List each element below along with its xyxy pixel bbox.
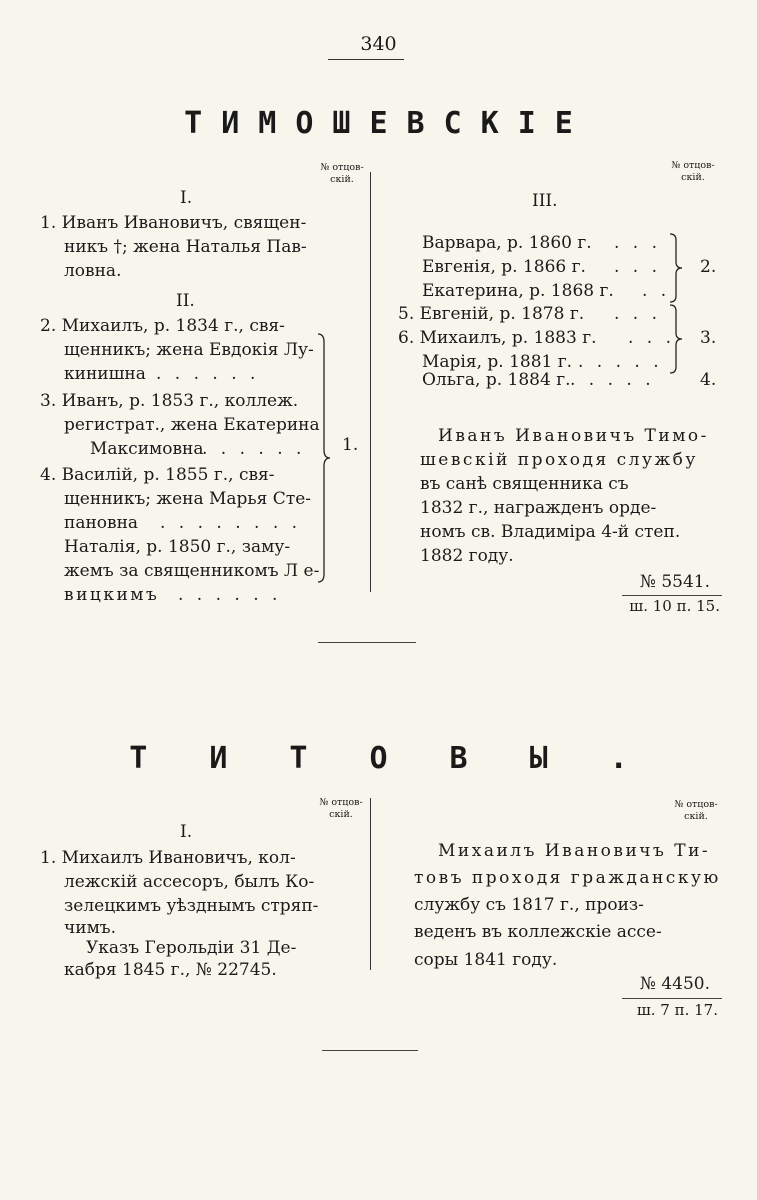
note-line: шевскій проходя службу xyxy=(420,450,698,470)
note-line: 1832 г., награжденъ орде- xyxy=(420,498,657,518)
brace-gen2 xyxy=(316,332,332,584)
column-divider xyxy=(370,798,371,970)
entry-line: кинишна xyxy=(64,364,146,384)
leader-dots: . . . xyxy=(614,233,662,253)
entry-line: Указъ Герольдіи 31 Де- xyxy=(86,938,297,958)
entry-line: кабря 1845 г., № 22745. xyxy=(64,960,277,980)
entry-line: щенникъ; жена Евдокія Лу- xyxy=(64,340,314,360)
note-line: номъ св. Владиміра 4-й степ. xyxy=(420,522,681,542)
entry-line: пановна xyxy=(64,513,139,533)
column-divider xyxy=(370,172,371,592)
entry-line: жемъ за священникомъ Л е- xyxy=(64,561,320,581)
archive-number: № 4450. xyxy=(639,974,710,994)
section-title-titovy: ТИТОВЫ. xyxy=(129,741,690,776)
archive-location: ш. 7 п. 17. xyxy=(636,1001,718,1019)
leader-dots: . . . . . . xyxy=(202,439,306,459)
entry-line: 5. Евгеній, р. 1878 г. xyxy=(398,304,585,324)
archive-location: ш. 10 п. 15. xyxy=(629,597,720,615)
father-number: 3. xyxy=(700,328,717,348)
note-line: Михаилъ Ивановичъ Ти- xyxy=(438,841,711,861)
leader-dots: . . . . . . xyxy=(156,364,260,384)
father-number: 4. xyxy=(700,370,717,390)
note-line: въ санѣ священника съ xyxy=(420,474,629,494)
entry-line: ловна. xyxy=(64,261,122,281)
entry-line: Варвара, р. 1860 г. xyxy=(422,233,592,253)
section-separator xyxy=(318,642,416,643)
note-line: 1882 году. xyxy=(420,546,514,566)
entry-line: Евгенія, р. 1866 г. xyxy=(422,257,586,277)
generation-heading-1: I. xyxy=(180,188,193,208)
generation-heading-1: I. xyxy=(180,822,193,842)
entry-line: Екатерина, р. 1868 г. xyxy=(422,281,614,301)
entry-line: лежскій ассесоръ, былъ Ко- xyxy=(64,872,315,892)
entry-line: регистрат., жена Екатерина xyxy=(64,415,320,435)
note-line: Иванъ Ивановичъ Тимо- xyxy=(438,426,709,446)
father-column-header-right: № отцов- скій. xyxy=(674,799,718,822)
page-number: 340 xyxy=(360,33,397,55)
entry-line: никъ †; жена Наталья Пав- xyxy=(64,237,307,257)
father-number: 1. xyxy=(342,435,359,455)
father-column-header-left: № отцов- скій. xyxy=(320,162,364,185)
generation-heading-3: III. xyxy=(532,191,558,211)
entry-line: Марія, р. 1881 г. xyxy=(422,352,573,372)
entry-line: 3. Иванъ, р. 1853 г., коллеж. xyxy=(40,391,299,411)
entry-line: 1. Михаилъ Ивановичъ, кол- xyxy=(40,848,296,868)
leader-dots: . . . xyxy=(628,328,676,348)
entry-line: чимъ. xyxy=(64,918,117,938)
father-column-header-left: № отцов- скій. xyxy=(319,797,363,820)
generation-heading-2: II. xyxy=(176,291,195,311)
entry-line: 4. Василій, р. 1855 г., свя- xyxy=(40,465,275,485)
section-title-timoshevskie: ТИМОШЕВСКІЕ xyxy=(184,106,592,141)
leader-dots: . . . . . xyxy=(570,370,655,390)
father-number: 2. xyxy=(700,257,717,277)
brace-gen3-b xyxy=(668,303,684,375)
section-separator xyxy=(322,1050,418,1051)
entry-line: вицкимъ xyxy=(64,585,160,605)
note-line: службу съ 1817 г., произ- xyxy=(414,895,644,915)
page-number-rule xyxy=(328,59,404,60)
note-line: товъ проходя гражданскую xyxy=(414,868,721,888)
leader-dots: . . . xyxy=(614,257,662,277)
entry-line: 2. Михаилъ, р. 1834 г., свя- xyxy=(40,316,285,336)
leader-dots: . . xyxy=(642,281,671,301)
archive-number: № 5541. xyxy=(639,572,710,592)
leader-dots: . . . . . xyxy=(578,352,663,372)
note-line: соры 1841 году. xyxy=(414,950,558,970)
brace-gen3-a xyxy=(668,232,684,304)
entry-line: Максимовна xyxy=(90,439,204,459)
entry-line: щенникъ; жена Марья Сте- xyxy=(64,489,312,509)
entry-line: Наталія, р. 1850 г., заму- xyxy=(64,537,291,557)
entry-line: зелецкимъ уѣзднымъ стряп- xyxy=(64,896,319,916)
leader-dots: . . . xyxy=(614,304,662,324)
leader-dots: . . . . . . . . xyxy=(160,513,302,533)
entry-line: Ольга, р. 1884 г. xyxy=(422,370,571,390)
entry-line: 1. Иванъ Ивановичъ, священ- xyxy=(40,213,307,233)
leader-dots: . . . . . . xyxy=(178,585,282,605)
father-column-header-right: № отцов- скій. xyxy=(671,160,715,183)
entry-line: 6. Михаилъ, р. 1883 г. xyxy=(398,328,597,348)
note-line: веденъ въ коллежскіе ассе- xyxy=(414,922,662,942)
